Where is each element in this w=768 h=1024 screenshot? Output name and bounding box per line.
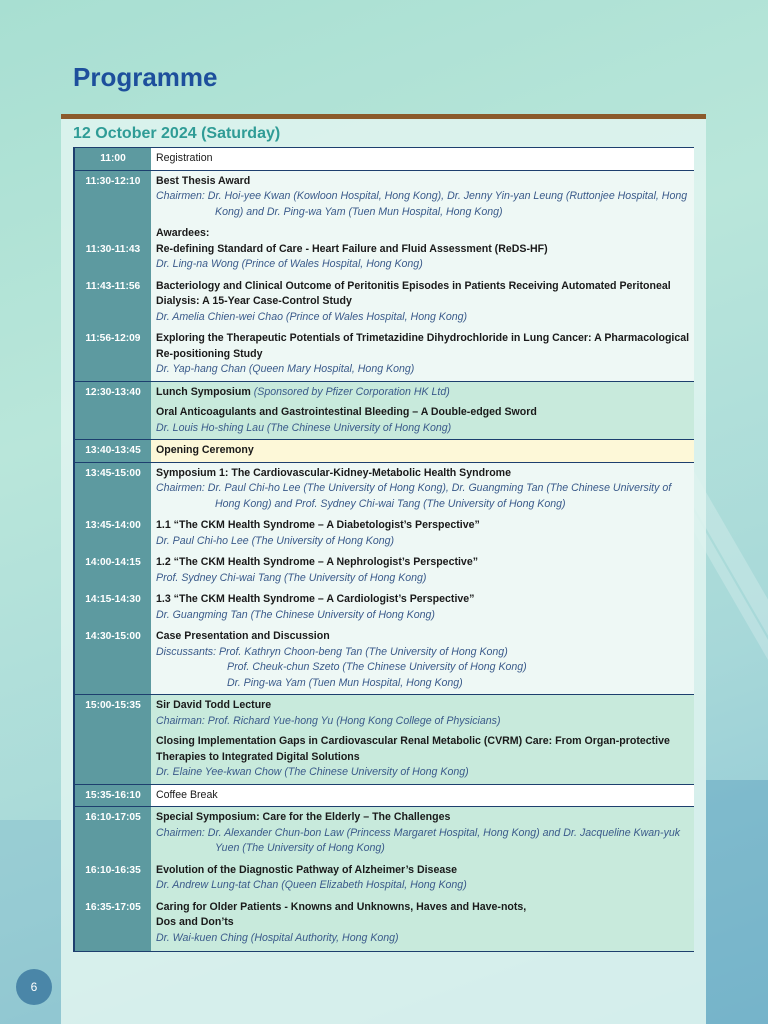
session-text: Coffee Break	[156, 788, 218, 801]
session-cell	[151, 897, 694, 952]
table-row	[74, 860, 694, 897]
table-row	[74, 276, 694, 329]
table-row	[74, 223, 694, 276]
table-row	[74, 148, 694, 171]
session-title: Best Thesis Award	[156, 174, 251, 187]
session-title: Lunch Symposium	[156, 385, 251, 398]
session-cell	[151, 276, 694, 329]
time-cell: 16:35-17:05	[74, 897, 151, 952]
session-cell	[151, 784, 694, 807]
time-cell	[74, 223, 151, 276]
chairmen: Chairmen: Dr. Hoi-yee Kwan (Kowloon Hospital, Hong Kong), Dr. Jenny Yin-yan Leung (Ruttonjee Hospital, Hong Kong) and Dr. Ping-wa Yam (Tuen Mun Hospital, Hong Kong)	[156, 190, 688, 218]
section-divider	[61, 114, 706, 119]
time-cell: 11:00	[74, 148, 151, 171]
table-row	[74, 807, 694, 860]
session-cell	[151, 148, 694, 171]
session-cell	[151, 515, 694, 552]
discussant: Dr. Ping-wa Yam (Tuen Mun Hospital, Hong Kong)	[227, 676, 463, 689]
session-title: Sir David Todd Lecture	[156, 699, 272, 711]
time-cell: 12:30-13:40	[74, 381, 151, 440]
table-row	[74, 784, 694, 807]
session-cell	[151, 223, 694, 276]
table-row	[74, 626, 694, 695]
time-cell: 11:30-12:10	[74, 170, 151, 223]
discussant: Prof. Cheuk-chun Szeto (The Chinese University of Hong Kong)	[227, 661, 527, 673]
speaker: Prof. Sydney Chi-wai Tang (The University of Hong Kong)	[156, 571, 427, 584]
awardees-label: Awardees:	[156, 227, 210, 239]
table-row	[74, 897, 694, 952]
time-cell: 13:40-13:45	[74, 440, 151, 463]
table-row	[74, 552, 694, 589]
session-cell	[151, 807, 694, 860]
time-cell: 13:45-15:00	[74, 462, 151, 515]
session-cell	[151, 328, 694, 381]
speaker: Dr. Andrew Lung-tat Chan (Queen Elizabeth Hospital, Hong Kong)	[156, 879, 467, 891]
session-cell	[151, 695, 694, 785]
time-cell: 14:00-14:15	[74, 552, 151, 589]
session-title: Bacteriology and Clinical Outcome of Peritonitis Episodes in Patients Receiving Automated Peritoneal Dialysis: A 15-Year Case-Control Study	[156, 279, 671, 307]
session-cell	[151, 552, 694, 589]
session-heading	[156, 385, 690, 401]
speaker: Dr. Ling-na Wong (Prince of Wales Hospital, Hong Kong)	[156, 258, 423, 270]
talk-title: Closing Implementation Gaps in Cardiovascular Renal Metabolic (CVRM) Care: From Organ-protective Therapies to Integrated Digital Solutions	[156, 735, 670, 763]
session-title-continued: Dos and Don’ts	[156, 916, 234, 928]
speaker: Dr. Amelia Chien-wei Chao (Prince of Wales Hospital, Hong Kong)	[156, 310, 468, 323]
chairmen: Chairmen: Dr. Alexander Chun-bon Law (Princess Margaret Hospital, Hong Kong) and Dr. Jacqueline Kwan-yuk Yuen (The University of Hong Kong)	[156, 826, 681, 854]
session-title: 1.2 “The CKM Health Syndrome – A Nephrologist’s Perspective”	[156, 556, 479, 568]
session-title: Exploring the Therapeutic Potentials of Trimetazidine Dihydrochloride in Lung Cancer: A Pharmacological Re-positioning Study	[156, 332, 690, 360]
table-row	[74, 381, 694, 440]
time-cell: 11:43-11:56	[74, 276, 151, 329]
background-shape	[706, 780, 768, 1024]
session-cell	[151, 381, 694, 440]
chairman: Chairman: Prof. Richard Yue-hong Yu (Hong Kong College of Physicians)	[156, 714, 501, 727]
session-cell	[151, 626, 694, 695]
speaker: Dr. Yap-hang Chan (Queen Mary Hospital, Hong Kong)	[156, 363, 415, 375]
page-title: Programme	[73, 62, 218, 92]
programme-date: 12 October 2024 (Saturday)	[73, 125, 281, 142]
table-row	[74, 695, 694, 785]
programme-table	[73, 147, 694, 952]
time-cell: 16:10-17:05	[74, 807, 151, 860]
time-cell: 14:15-14:30	[74, 589, 151, 626]
discussant: Discussants: Prof. Kathryn Choon-beng Tan (The University of Hong Kong)	[156, 645, 508, 658]
session-title: Evolution of the Diagnostic Pathway of Alzheimer’s Disease	[156, 863, 458, 876]
session-title: Opening Ceremony	[156, 444, 254, 456]
speaker: Dr. Elaine Yee-kwan Chow (The Chinese University of Hong Kong)	[156, 766, 469, 778]
talk-title: Oral Anticoagulants and Gastrointestinal Bleeding – A Double-edged Sword	[156, 406, 537, 418]
speaker: Dr. Louis Ho-shing Lau (The Chinese University of Hong Kong)	[156, 421, 452, 434]
time-cell: 11:56-12:09	[74, 328, 151, 381]
page-number-badge: 6	[16, 969, 52, 1005]
session-title: Caring for Older Patients - Knowns and Unknowns, Haves and Have-nots,	[156, 900, 527, 913]
session-cell	[151, 440, 694, 463]
table-row	[74, 589, 694, 626]
time-cell: 14:30-15:00	[74, 626, 151, 695]
speaker: Dr. Guangming Tan (The Chinese University of Hong Kong)	[156, 608, 435, 621]
time-text: 11:30-11:43	[85, 243, 141, 255]
session-title: Symposium 1: The Cardiovascular-Kidney-Metabolic Health Syndrome	[156, 466, 511, 479]
session-title: 1.3 “The CKM Health Syndrome – A Cardiologist’s Perspective”	[156, 593, 475, 605]
time-cell: 15:35-16:10	[74, 784, 151, 807]
sponsor-note: (Sponsored by Pfizer Corporation HK Ltd)	[253, 385, 450, 398]
table-row	[74, 170, 694, 223]
session-cell	[151, 170, 694, 223]
session-title: Re-defining Standard of Care - Heart Failure and Fluid Assessment (ReDS-HF)	[156, 242, 548, 255]
chairmen: Chairmen: Dr. Paul Chi-ho Lee (The University of Hong Kong), Dr. Guangming Tan (The Chinese University of Hong Kong) and Prof. Sydney Chi-wai Tang (The University of Hong Kong)	[156, 482, 672, 510]
time-cell: 13:45-14:00	[74, 515, 151, 552]
session-cell	[151, 860, 694, 897]
table-row	[74, 515, 694, 552]
session-title: 1.1 “The CKM Health Syndrome – A Diabetologist’s Perspective”	[156, 519, 480, 531]
session-title: Special Symposium: Care for the Elderly – The Challenges	[156, 811, 451, 823]
time-cell: 15:00-15:35	[74, 695, 151, 785]
session-cell	[151, 462, 694, 515]
session-title: Case Presentation and Discussion	[156, 630, 330, 642]
table-row	[74, 328, 694, 381]
speaker: Dr. Paul Chi-ho Lee (The University of Hong Kong)	[156, 534, 395, 547]
speaker: Dr. Wai-kuen Ching (Hospital Authority, Hong Kong)	[156, 931, 399, 944]
time-cell: 16:10-16:35	[74, 860, 151, 897]
session-text: Registration	[156, 152, 213, 164]
table-row	[74, 440, 694, 463]
table-row	[74, 462, 694, 515]
session-cell	[151, 589, 694, 626]
